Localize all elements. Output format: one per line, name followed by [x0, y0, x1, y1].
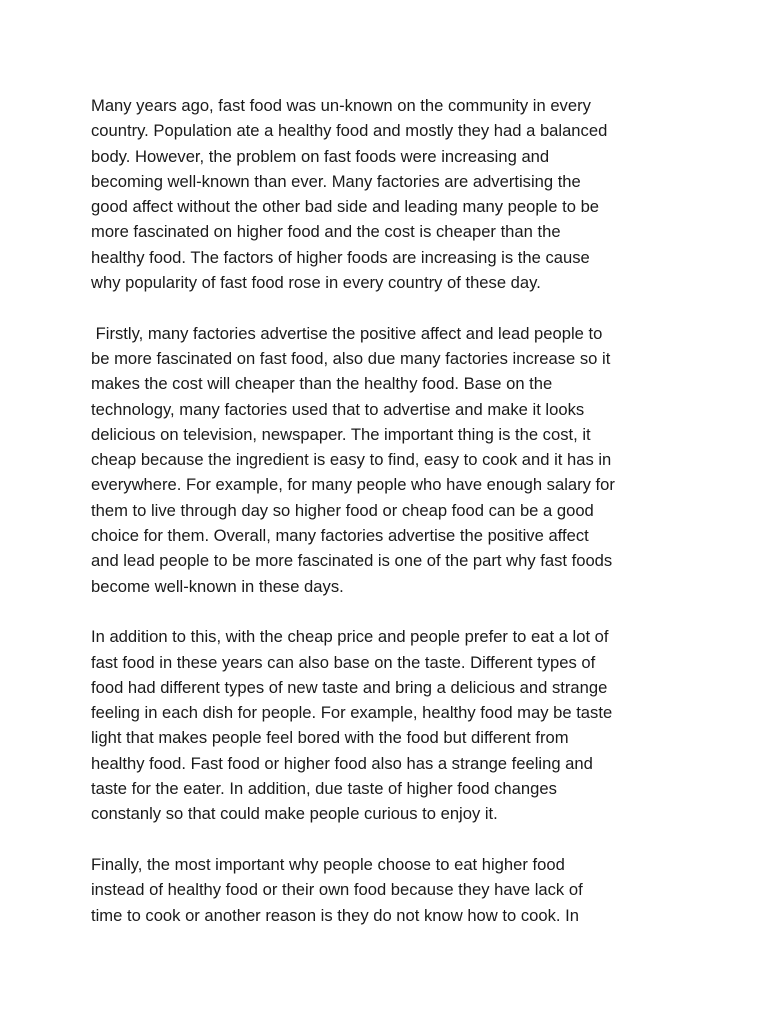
paragraph-introduction: Many years ago, fast food was un-known on the community in every country. Population ate a healthy food and mostly they had a balanced body. However, the problem on fast foods were increasing and becoming well-known than ever. Many factories are advertising the good affect without the other bad side and leading many people to be more fascinated on higher food and the cost is cheaper than the healthy food. The factors of higher foods are increasing is the cause why popularity of fast food rose in every country of these day.: [91, 96, 608, 293]
paragraph-advertising: Firstly, many factories advertise the positive affect and lead people to be more fascinated on fast food, also due many factories increase so it makes the cost will cheaper than the healthy food. Base on the technology, many factories used that to advertise and make it looks delicious on television, newspaper. The important thing is the cost, it cheap because the ingredient is easy to find, easy to cook and it has in everywhere. For example, for many people who have enough salary for them to live through day so higher food or cheap food can be a good choice for them. Overall, many factories advertise the positive affect and lead people to be more fascinated is one of the part why fast foods become well-known in these days.: [91, 323, 615, 596]
paragraph-taste: In addition to this, with the cheap price and people prefer to eat a lot of fast food in these years can also base on the taste. Different types of food had different types of new taste and bring a delicious and strange feeling in each dish for people. For example, healthy food may be taste light that makes people feel bored with the food but different from healthy food. Fast food or higher food also has a strange feeling and taste for the eater. In addition, due taste of higher food changes constanly so that could make people curious to enjoy it.: [91, 627, 613, 824]
paragraph-time: Finally, the most important why people choose to eat higher food instead of healthy food or their own food because they have lack of time to cook or another reason is they do not know how to cook. In: [91, 854, 583, 925]
document-body: [91, 93, 691, 928]
